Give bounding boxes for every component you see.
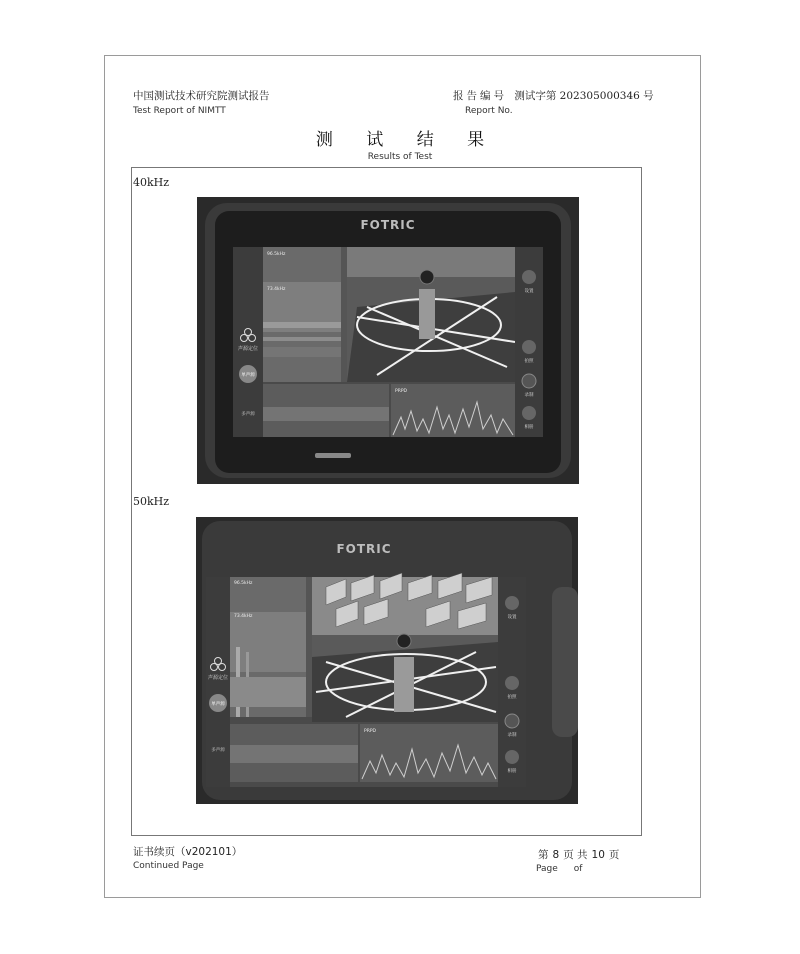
certificate-continued-en: Continued Page: [133, 861, 204, 871]
stool-icon: [394, 657, 414, 712]
freq-top-label: 96.5kHz: [267, 252, 286, 257]
page-number-en: [536, 864, 582, 874]
settings-label: 设置: [524, 289, 534, 294]
device-brand: FOTRIC: [360, 218, 416, 232]
album-icon: [522, 406, 536, 420]
report-number-label-en: Report No.: [465, 106, 513, 116]
page-label-2: 页 共: [563, 849, 588, 861]
page-label-1: 第: [538, 849, 549, 861]
sound-source-icon: [397, 634, 411, 648]
page-label-3: 页: [608, 849, 620, 861]
settings-icon: [522, 270, 536, 284]
settings-icon: [505, 596, 519, 610]
album-label: 相册: [507, 769, 517, 774]
page-total: 10: [591, 849, 605, 861]
mode-multi-label: 多声源: [241, 412, 255, 417]
page-subtitle: Results of Test: [367, 152, 433, 162]
page-title: 测 试 结 果: [315, 130, 499, 150]
record-label: 录制: [524, 393, 534, 398]
mode-single-label: 单声源: [211, 702, 225, 707]
settings-label: 设置: [507, 615, 517, 620]
of-en: of: [573, 864, 583, 874]
frequency-label-50k: 50kHz: [133, 495, 170, 508]
org-name-en: Test Report of NIMTT: [133, 106, 226, 116]
camera-icon: [522, 340, 536, 354]
page-number-cn: [536, 847, 621, 862]
report-number-value: 测试字第 202305000346 号: [514, 90, 654, 102]
mode-locate-label: 声源定位: [207, 675, 229, 681]
freq-top-label: 96.5kHz: [234, 581, 253, 586]
prpd-label: PRPD: [395, 389, 408, 394]
device-brand: FOTRIC: [336, 542, 392, 556]
record-icon: [522, 374, 536, 388]
photo-label: 拍照: [524, 359, 534, 364]
album-icon: [505, 750, 519, 764]
org-name-cn: 中国测试技术研究院测试报告: [133, 90, 270, 102]
mode-single-label: 单声源: [241, 373, 255, 378]
record-icon: [505, 714, 519, 728]
certificate-continued-cn: 证书续页（v202101）: [133, 846, 243, 858]
freq-mid-label: 73.4kHz: [267, 287, 286, 292]
camera-icon: [505, 676, 519, 690]
mode-multi-label: 多声源: [211, 748, 225, 753]
record-label: 录制: [507, 733, 517, 738]
device-photo-50k: [196, 517, 578, 804]
prpd-label: PRPD: [364, 729, 377, 734]
photo-label: 拍照: [507, 695, 517, 700]
sound-source-icon: [420, 270, 434, 284]
stool-icon: [419, 289, 435, 339]
frequency-label-40k: 40kHz: [133, 176, 170, 189]
page-current: 8: [552, 849, 560, 861]
device-photo-40k: [197, 197, 579, 484]
report-number: [453, 88, 654, 103]
album-label: 相册: [524, 425, 534, 430]
mode-locate-label: 声源定位: [237, 346, 259, 352]
page-en: Page: [536, 864, 558, 874]
report-number-label: 报告编号: [453, 90, 507, 102]
freq-mid-label: 73.4kHz: [234, 614, 253, 619]
